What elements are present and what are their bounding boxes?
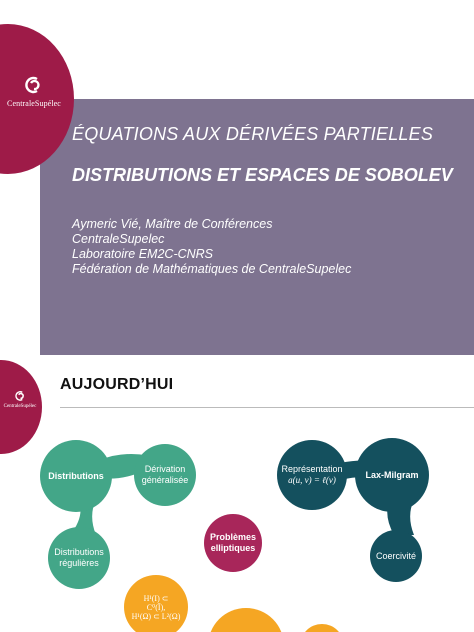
- centralesupelec-logo-icon: [23, 75, 45, 97]
- agenda-title: AUJOURD’HUI: [60, 376, 174, 393]
- node-problemes-elliptiques: Problèmes elliptiques: [204, 514, 262, 572]
- logo: [4, 75, 64, 108]
- logo-text: CentraleSupélec: [7, 99, 61, 108]
- agenda-slide: [0, 360, 474, 632]
- node-derivation: Dérivation généralisée: [134, 444, 196, 506]
- author-line: CentraleSupelec: [72, 232, 165, 246]
- node-coercivite: Coercivité: [370, 530, 422, 582]
- node-distributions: Distributions: [40, 440, 112, 512]
- node-lax-milgram: Lax-Milgram: [355, 438, 429, 512]
- author-line: Aymeric Vié, Maître de Conférences: [72, 217, 273, 231]
- author-block: [72, 217, 351, 277]
- node-sobolev-embedding: H¹(I) ⊂ C⁰(Ī), H¹(Ω) ⊂ L²(Ω): [124, 575, 188, 632]
- slide-subtitle: DISTRIBUTIONS ET ESPACES DE SOBOLEV: [72, 165, 453, 185]
- slide-title: ÉQUATIONS AUX DÉRIVÉES PARTIELLES: [72, 124, 434, 144]
- author-line: Fédération de Mathématiques de CentraleSupelec: [72, 262, 352, 276]
- author-line: Laboratoire EM2C-CNRS: [72, 247, 214, 261]
- logo-text: CentraleSupélec: [3, 404, 37, 409]
- node-representation: Représentation a(u, v) = ℓ(v): [277, 440, 347, 510]
- node-distributions-regulieres: Distributions régulières: [48, 527, 110, 589]
